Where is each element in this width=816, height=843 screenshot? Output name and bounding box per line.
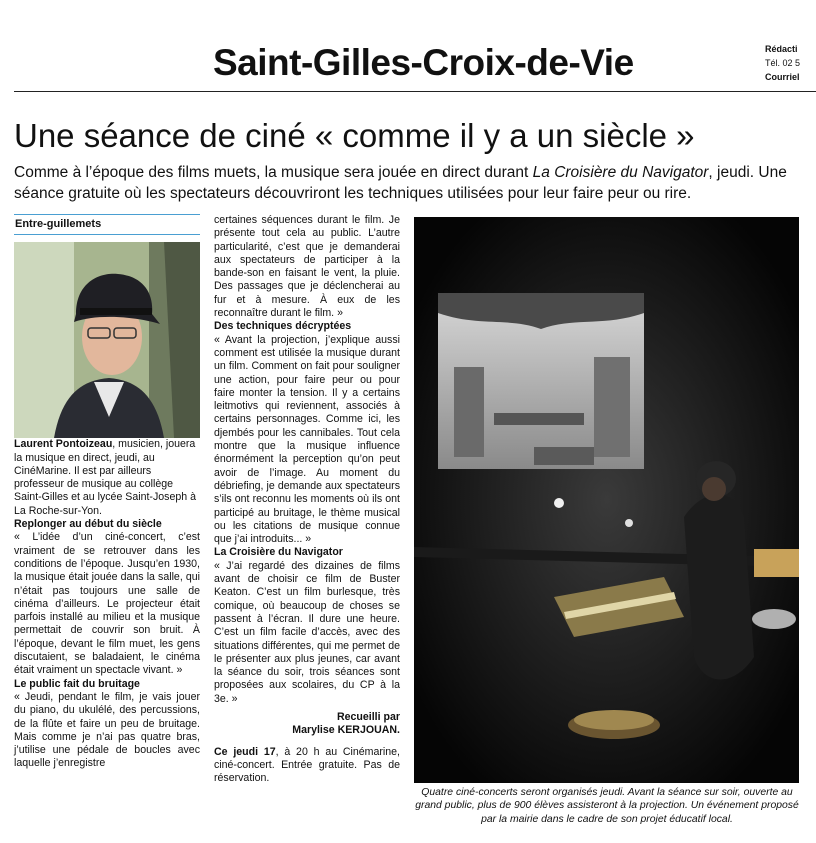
film-title: La Croisière du Navigator <box>532 164 709 181</box>
byline-line-1: Recueilli par <box>337 710 400 723</box>
portrait-caption-text: , musicien, jouera la musique en direct, jeudi, au CinéMarine. Il est par ailleurs professeur de musique au collège Saint-Gilles et au lycée Saint-Joseph à La Roche-sur-Yon. <box>14 438 196 517</box>
rubric-label: Entre-guillemets <box>14 214 200 235</box>
section-title-2: Le public fait du bruitage <box>14 677 140 690</box>
practical-info-text: , à 20 h au Cinémarine, ciné-concert. Entrée gratuite. Pas de réservation. <box>214 745 401 785</box>
section-text-2: « Jeudi, pendant le film, je vais jouer du piano, du ukulélé, des percussions, de la flûte et faire un peu de bruitage. Mais comme je n’ai pas quatre bras, j’utilise une pédale de boucles avec laquelle j’enregistre <box>14 690 200 770</box>
section-text-2-continued: certaines séquences durant le film. Je présente tout cela au public. L’autre particularité, c’est que je demanderai aux spectateurs de participer à la bande-son en faisant le vent, la pluie. Des passages que je déclencherai au fur et à mesure. À eux de les reconnaître durant le film. » <box>214 214 400 320</box>
column-1 <box>14 214 200 771</box>
contact-line-1: Rédacti <box>765 44 798 54</box>
section-text-3: « Avant la projection, j’explique aussi comment est utilisée la musique durant un film. Comment on fait pour souligner une action, pour faire peur ou pour faire monter la tension. Il y a certains leitmotivs qui reviennent, associés à certains personnages. Comme ici, les djembés pour les cannibales. Tout cela montre que la musique influence énormément la perception qu’on peut avoir de l’image. Au moment du débriefing, je demande aux spectateurs s’ils ont reconnu les moments où ils ont participé au bruitage, le thème musical ou les citations de musique connue que j’ai introduits... » <box>214 333 400 546</box>
cine-concert-photo <box>414 217 799 783</box>
standfirst-part-1: Comme à l’époque des films muets, la musique sera jouée en direct durant <box>14 164 533 181</box>
practical-info-date: Ce jeudi 17 <box>214 745 276 758</box>
cine-concert-illustration <box>414 217 799 783</box>
column-2 <box>214 214 400 785</box>
portrait-illustration <box>14 242 200 438</box>
header-rule <box>14 91 816 92</box>
portrait-caption <box>14 438 200 518</box>
section-title-1: Replonger au début du siècle <box>14 518 162 531</box>
byline-author: Marylise KERJOUAN. <box>292 724 400 737</box>
standfirst-part-2: , jeudi. Une séance gratuite où les spectateurs découvriront les techniques utilisées pour leur faire peur ou rire. <box>14 164 787 202</box>
article-standfirst <box>14 162 814 204</box>
photo-caption: Quatre ciné-concerts seront organisés jeudi. Avant la séance sur soir, ouverte au grand public, plus de 900 élèves assisteront à la projection. Un événement proposé par la mairie dans le cadre de son projet éducatif local. <box>415 787 799 825</box>
section-title-4: La Croisière du Navigator <box>214 546 343 559</box>
practical-info <box>214 746 400 786</box>
contact-line-2: Tél. 02 5 <box>765 58 801 68</box>
contact-info <box>765 42 816 84</box>
portrait-caption-name: Laurent Pontoizeau <box>14 438 113 451</box>
portrait-photo <box>14 242 200 438</box>
contact-line-3: Courriel <box>765 72 800 82</box>
page-section-title: Saint-Gilles-Croix-de-Vie <box>213 42 634 83</box>
section-title-3: Des techniques décryptées <box>214 320 352 333</box>
section-text-4: « J’ai regardé des dizaines de films avant de choisir ce film de Buster Keaton. C’est un film burlesque, très comique, où beaucoup de choses se passent à l’écran. Il dure une heure. C’est un film facile d’accès, avec des situations différentes, qui me permet de le présenter aux plus jeunes, car avant la séance du soir, trois séances sont proposées aux scolaires, du CP à la 3e. » <box>214 559 400 705</box>
article-headline: Une séance de ciné « comme il y a un siècle » <box>14 117 695 154</box>
section-text-1: « L’idée d’un ciné-concert, c’est vraiment de se retrouver dans les conditions de l’époque. Jusqu’en 1930, la musique était jouée dans la salle, qui n’était pas toujours une salle de cinéma d’ailleurs. Le projecteur était parfois installé au milieu et la musique permettait de couvrir son bruit. À l’époque, devant le film muet, les gens discutaient, se baladaient, le cinéma était vraiment un spectacle vivant. » <box>14 531 200 677</box>
byline <box>214 711 400 738</box>
